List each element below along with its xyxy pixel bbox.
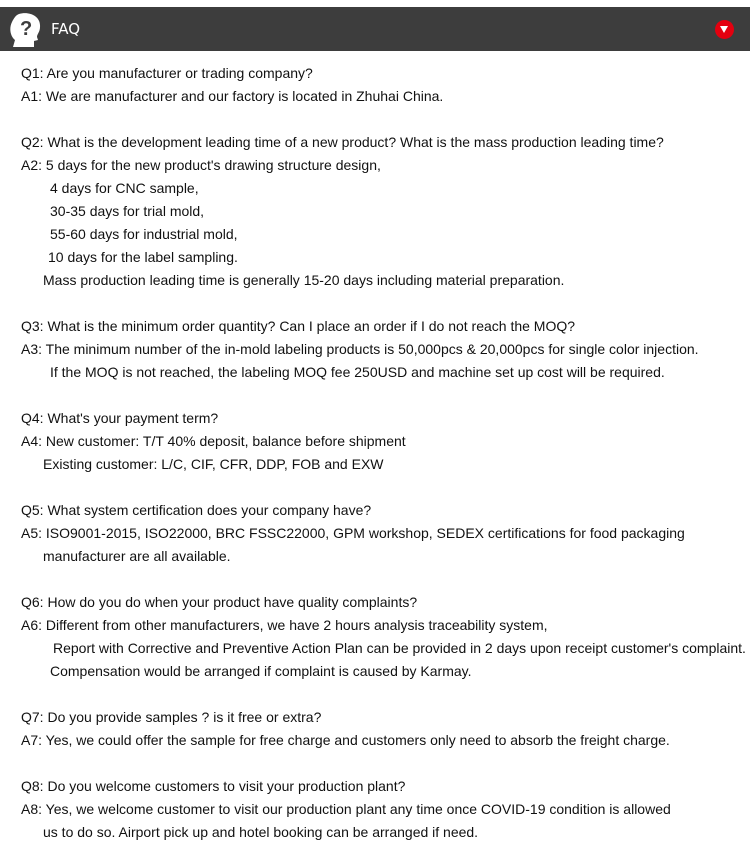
- answer-line: A1: We are manufacturer and our factory is located in Zhuhai China.: [21, 88, 444, 104]
- answer-line: A4: New customer: T/T 40% deposit, balance before shipment: [21, 433, 406, 449]
- question: Q2: What is the development leading time of a new product? What is the mass production leading time?: [21, 134, 664, 150]
- question: Q5: What system certification does your company have?: [21, 502, 372, 518]
- faq-list: [0, 62, 750, 844]
- answer-line: A7: Yes, we could offer the sample for free charge and customers only need to absorb the freight charge.: [21, 732, 670, 748]
- question: Q7: Do you provide samples ? is it free or extra?: [21, 709, 322, 725]
- answer-line: 30-35 days for trial mold,: [50, 203, 205, 219]
- answer-line: us to do so. Airport pick up and hotel booking can be arranged if need.: [43, 824, 479, 840]
- answer-line: A2: 5 days for the new product's drawing structure design,: [21, 157, 381, 173]
- question: Q8: Do you welcome customers to visit your production plant?: [21, 778, 406, 794]
- question: Q6: How do you do when your product have quality complaints?: [21, 594, 418, 610]
- answer-line: Report with Corrective and Preventive Action Plan can be provided in 2 days upon receipt customer's complaint.: [53, 640, 746, 656]
- answer-line: A6: Different from other manufacturers, we have 2 hours analysis traceability system,: [21, 617, 548, 633]
- question: Q3: What is the minimum order quantity? Can I place an order if I do not reach the MOQ?: [21, 318, 576, 334]
- faq-title: FAQ: [51, 20, 81, 38]
- answer-line: If the MOQ is not reached, the labeling MOQ fee 250USD and machine set up cost will be required.: [50, 364, 665, 380]
- answer-line: 55-60 days for industrial mold,: [50, 226, 238, 242]
- svg-text:?: ?: [20, 18, 33, 40]
- answer-line: A5: ISO9001-2015, ISO22000, BRC FSSC22000, GPM workshop, SEDEX certifications for food packaging: [21, 525, 685, 541]
- answer-line: Mass production leading time is generally 15-20 days including material preparation.: [43, 272, 565, 288]
- answer-line: 4 days for CNC sample,: [50, 180, 199, 196]
- answer-line: Existing customer: L/C, CIF, CFR, DDP, FOB and EXW: [43, 456, 384, 472]
- question: Q1: Are you manufacturer or trading company?: [21, 65, 313, 81]
- answer-line: A8: Yes, we welcome customer to visit our production plant any time once COVID-19 condition is allowed: [21, 801, 671, 817]
- faq-header: [0, 7, 750, 51]
- question: Q4: What's your payment term?: [21, 410, 219, 426]
- answer-line: 10 days for the label sampling.: [48, 249, 238, 265]
- answer-line: Compensation would be arranged if complaint is caused by Karmay.: [50, 663, 472, 679]
- answer-line: A3: The minimum number of the in-mold labeling products is 50,000pcs & 20,000pcs for single color injection.: [21, 341, 699, 357]
- chevron-down-icon[interactable]: [715, 20, 734, 39]
- question-head-icon: [9, 12, 43, 48]
- answer-line: manufacturer are all available.: [43, 548, 231, 564]
